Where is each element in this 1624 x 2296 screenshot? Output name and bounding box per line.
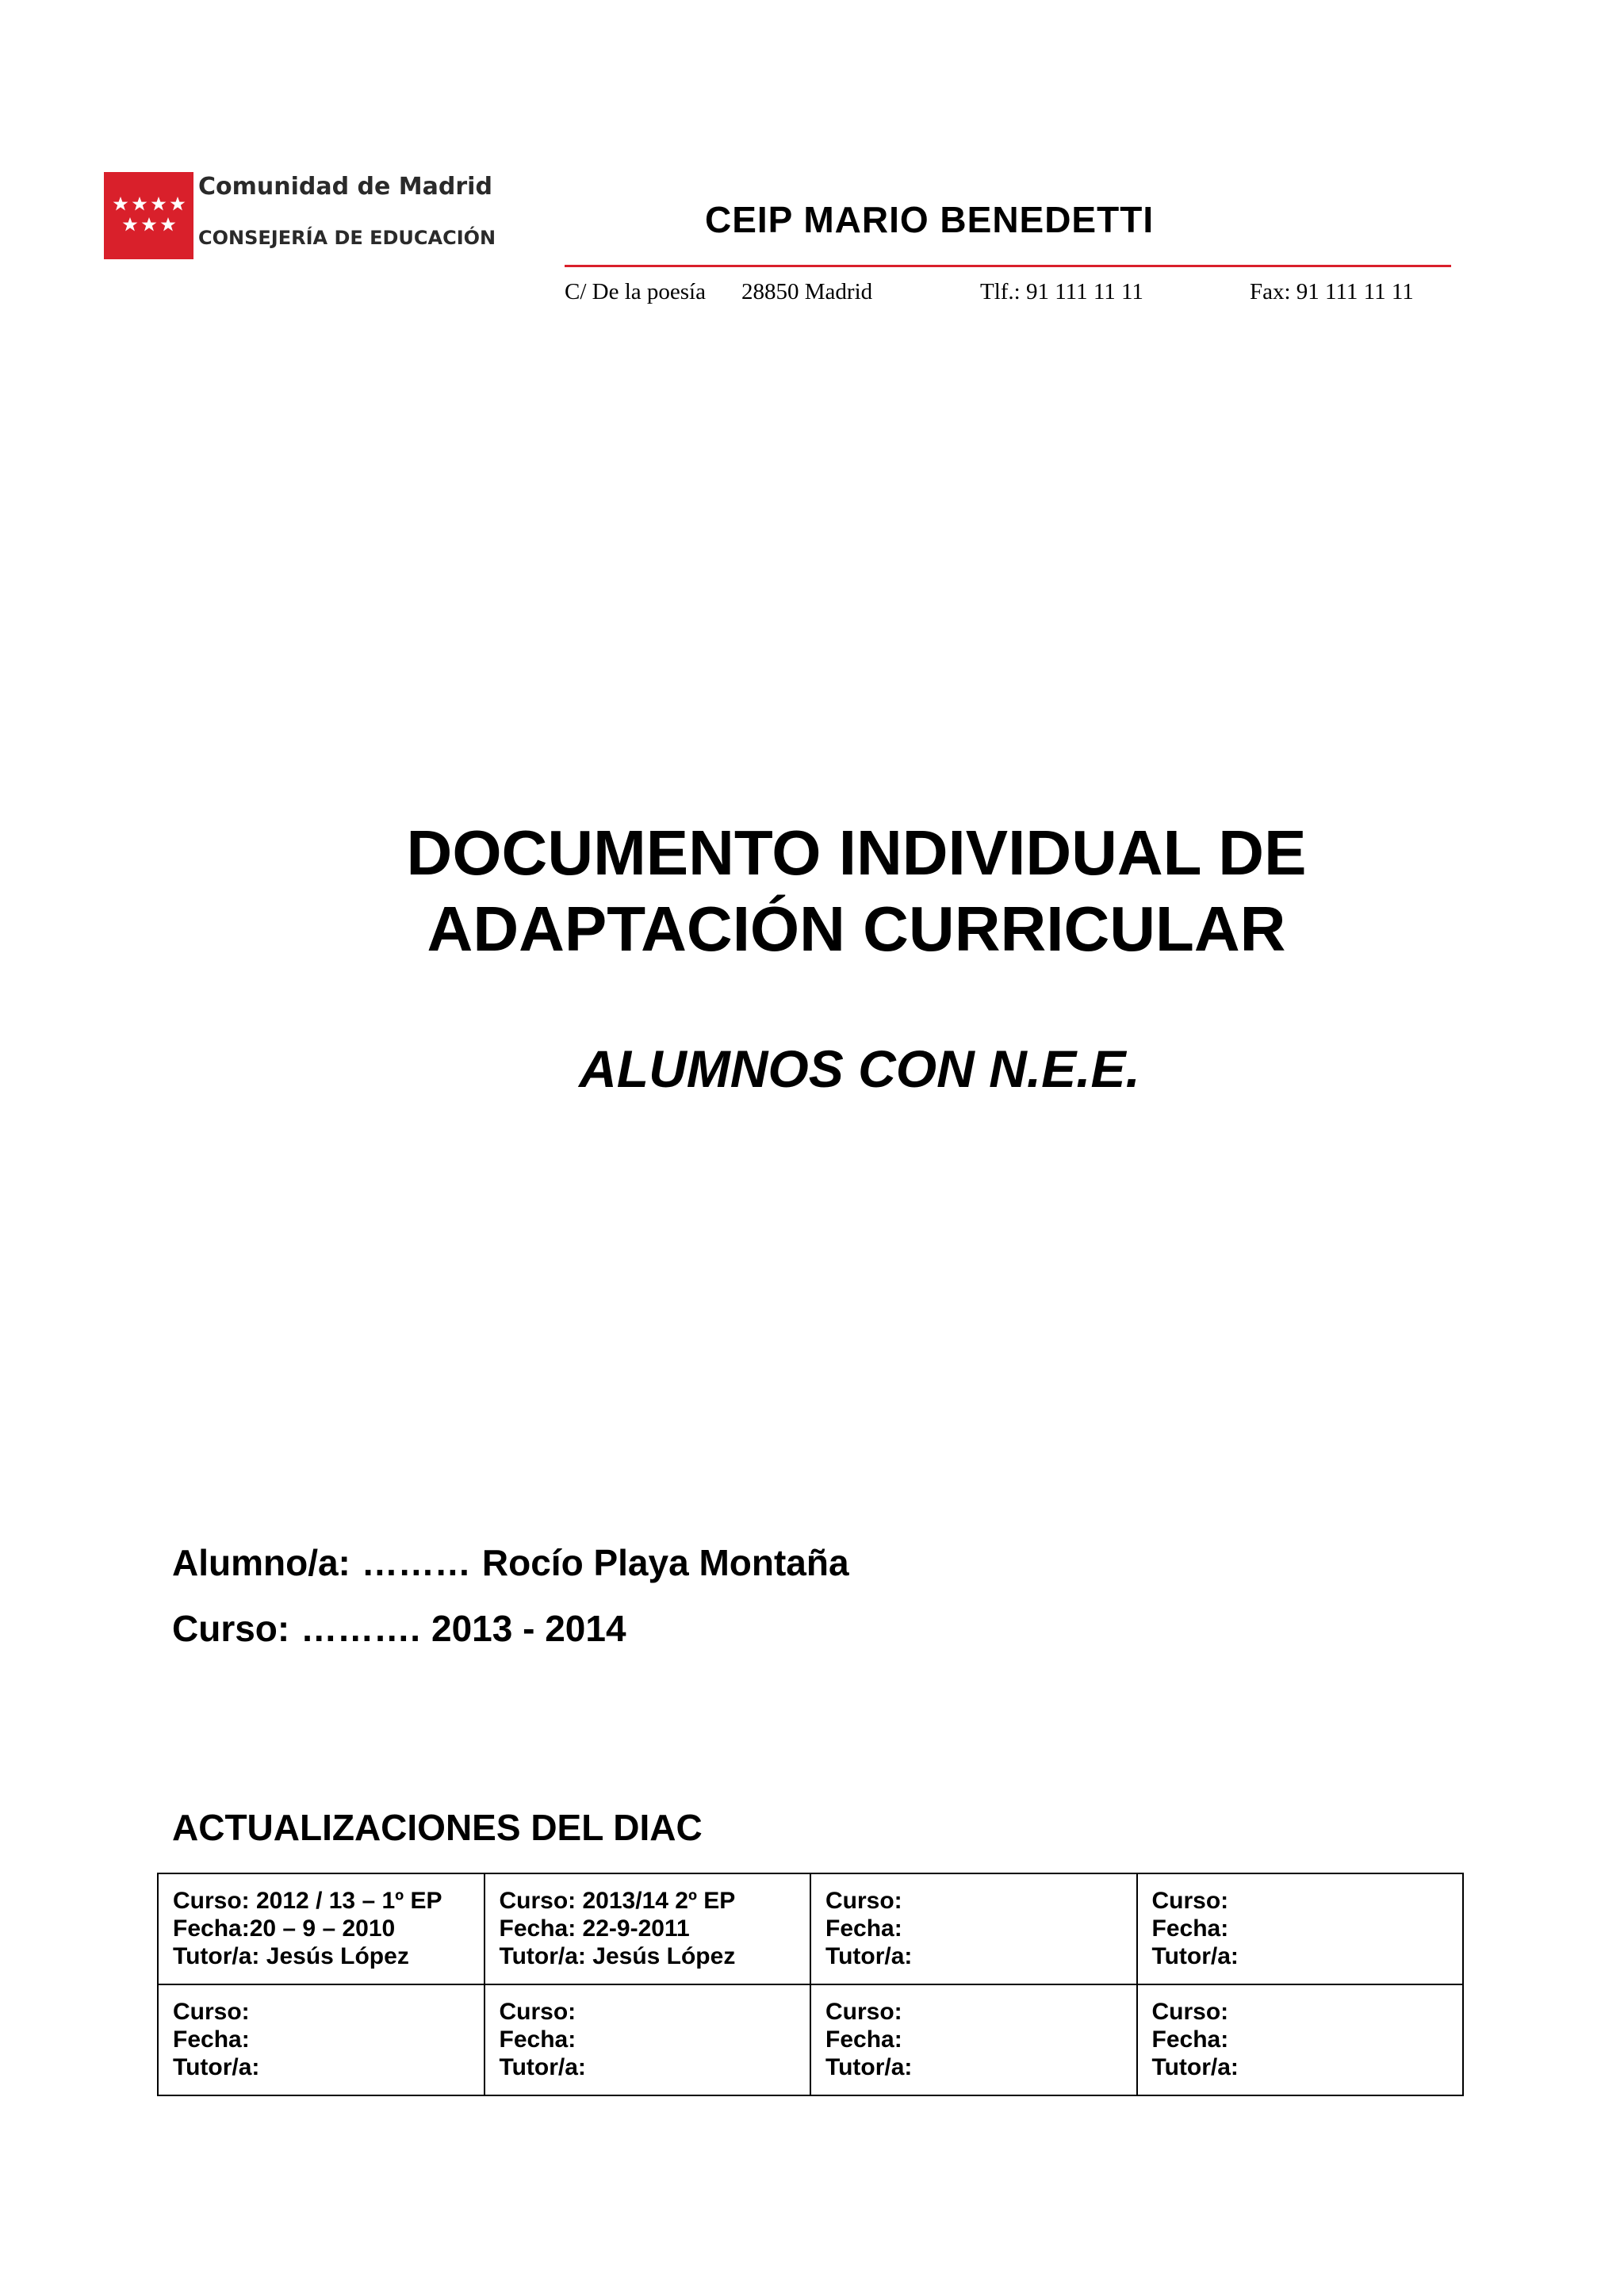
student-line [172,1541,849,1584]
course-value: 2013 - 2014 [431,1608,626,1649]
table-cell [158,1873,485,1984]
school-fax: Fax: 91 111 11 11 [1250,279,1414,304]
updates-heading: ACTUALIZACIONES DEL DIAC [172,1807,703,1848]
table-cell [158,1984,485,2095]
cell-curso: Curso: [825,1888,902,1914]
stars-icon [111,195,187,236]
school-phone: Tlf.: 91 111 11 11 [980,279,1143,304]
table-cell [485,1984,811,2095]
course-line [172,1607,626,1650]
table-cell [485,1873,811,1984]
org-department: CONSEJERÍA DE EDUCACIÓN [198,227,496,249]
school-address: C/ De la poesía [565,279,706,304]
table-row [158,1873,1463,1984]
cell-fecha: Fecha: [173,2026,250,2053]
cell-tutor: Tutor/a: [173,2054,260,2080]
table-row [158,1984,1463,2095]
org-name: Comunidad de Madrid [198,173,492,201]
updates-table [157,1873,1464,2096]
cell-curso: Curso: [1151,1888,1229,1914]
cell-fecha: Fecha: 22-9-2011 [499,1915,690,1942]
cell-curso: Curso: [499,1999,576,2025]
title-line-2: ADAPTACIÓN CURRICULAR [427,894,1286,964]
title-line-1: DOCUMENTO INDIVIDUAL DE [406,817,1307,888]
cell-fecha: Fecha: [499,2026,576,2053]
cell-fecha: Fecha: [1151,2026,1229,2053]
cell-tutor: Tutor/a: [1151,2054,1239,2080]
cell-curso: Curso: 2012 / 13 – 1º EP [173,1888,442,1914]
student-dots: ……… [361,1542,471,1583]
school-name: CEIP MARIO BENEDETTI [705,199,1155,240]
cell-tutor: Tutor/a: [825,1943,913,1969]
document-title [0,815,1624,967]
cell-tutor: Tutor/a: [1151,1943,1239,1969]
cell-curso: Curso: [173,1999,250,2025]
cell-tutor: Tutor/a: Jesús López [173,1943,409,1969]
cell-fecha: Fecha:20 – 9 – 2010 [173,1915,396,1942]
table-cell [810,1984,1137,2095]
table-cell [1137,1984,1464,2095]
header-divider [565,265,1451,267]
cell-tutor: Tutor/a: [499,2054,586,2080]
course-label: Curso: [172,1608,290,1649]
cell-tutor: Tutor/a: [825,2054,913,2080]
table-cell [810,1873,1137,1984]
cell-tutor: Tutor/a: Jesús López [499,1943,736,1969]
document-subtitle: ALUMNOS CON N.E.E. [579,1039,1140,1098]
comunidad-de-madrid-logo-icon [104,172,193,259]
student-name: Rocío Playa Montaña [481,1542,849,1583]
school-city: 28850 Madrid [741,279,873,304]
cell-curso: Curso: [1151,1999,1229,2025]
cell-curso: Curso: 2013/14 2º EP [499,1888,736,1914]
table-cell [1137,1873,1464,1984]
cell-fecha: Fecha: [825,1915,902,1942]
cell-curso: Curso: [825,1999,902,2025]
cell-fecha: Fecha: [825,2026,902,2053]
student-label: Alumno/a: [172,1542,350,1583]
cell-fecha: Fecha: [1151,1915,1229,1942]
course-dots: ………. [301,1608,421,1649]
